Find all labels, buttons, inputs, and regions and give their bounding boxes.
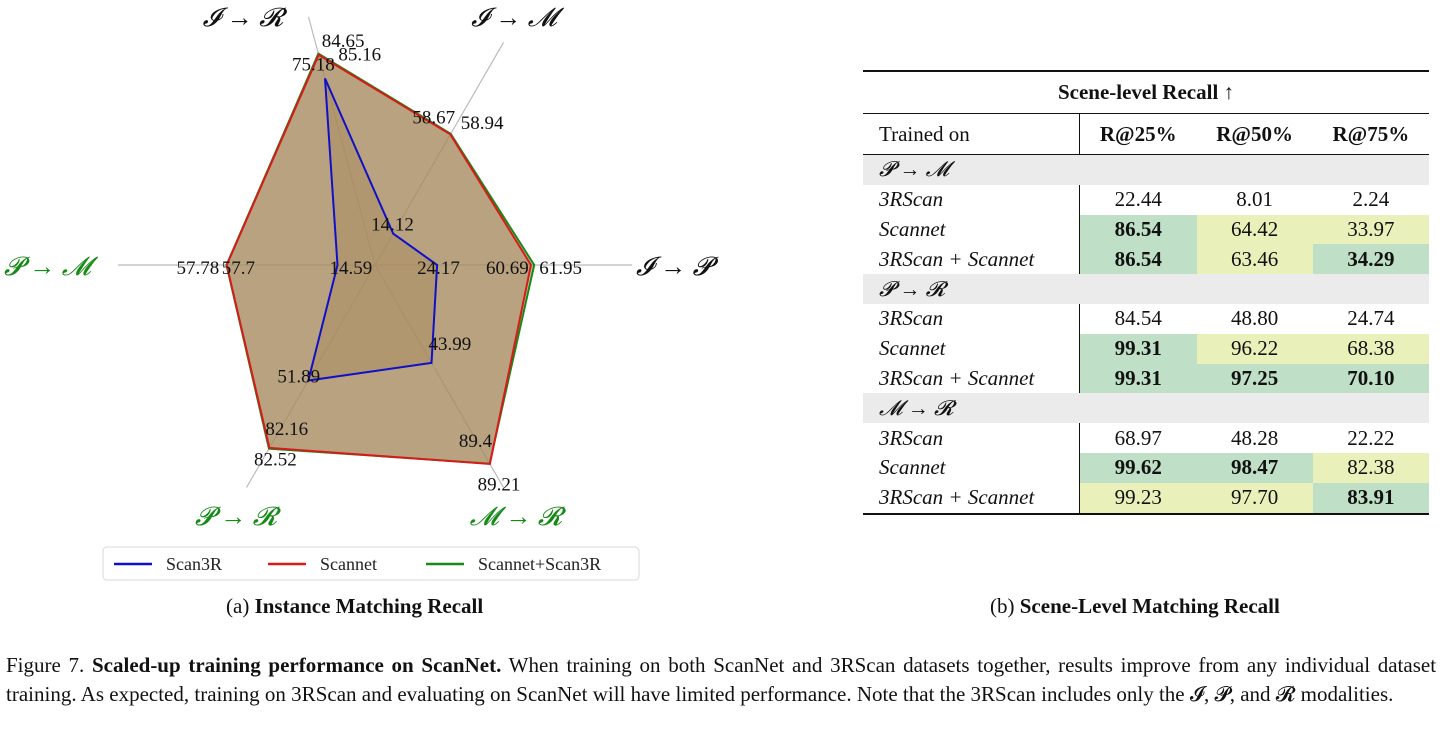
table-cell: 99.23	[1080, 483, 1197, 514]
table-cell: 24.74	[1347, 306, 1395, 331]
radar-value-label: 14.59	[329, 258, 373, 279]
table-row	[863, 185, 1429, 215]
table-cell: 83.91	[1313, 483, 1429, 514]
row-label: 3RScan + Scannet	[863, 244, 1080, 274]
radar-chart	[0, 0, 740, 600]
column-header: R@50%	[1197, 114, 1313, 155]
subcaption-a: (a) Instance Matching Recall	[226, 594, 484, 618]
table-row	[863, 215, 1429, 245]
radar-value-label: 14.12	[371, 214, 414, 236]
subcaption-b: (b) Scene-Level Matching Recall	[990, 594, 1280, 618]
radar-value-label: 58.94	[460, 112, 504, 134]
radar-axis-title: 𝓟 → 𝓜	[4, 252, 91, 281]
table-cell: 84.54	[1114, 306, 1162, 331]
table-cell: 70.10	[1313, 364, 1429, 394]
table-row	[863, 423, 1429, 453]
radar-axis-title: 𝓟 → 𝓡	[194, 502, 278, 531]
row-label: 3RScan + Scannet	[863, 483, 1080, 514]
radar-value-label: 89.4	[458, 430, 493, 452]
radar-value-label: 84.65	[321, 30, 365, 52]
table-cell: 22.44	[1114, 187, 1162, 212]
row-label: Scannet	[863, 453, 1080, 483]
table-row	[863, 334, 1429, 364]
row-label: Scannet	[863, 215, 1080, 245]
radar-value-label: 57.7	[221, 258, 255, 279]
table-cell: 68.38	[1313, 334, 1429, 364]
table-cell: 68.97	[1114, 425, 1162, 450]
radar-axis-title: 𝓘 → 𝓜	[471, 3, 557, 32]
table-cell: 33.97	[1313, 215, 1429, 245]
row-label: 3RScan	[863, 185, 1080, 215]
table-cell: 22.22	[1347, 425, 1395, 450]
table-cell: 48.80	[1230, 306, 1279, 331]
radar-axis-title: 𝓜 → 𝓡	[469, 502, 563, 531]
group-header: 𝓟 → 𝓡	[863, 274, 1429, 304]
table-row	[863, 304, 1429, 334]
radar-value-label: 51.89	[277, 366, 321, 388]
row-label: Scannet	[863, 334, 1080, 364]
table-row	[863, 364, 1429, 394]
table-cell: 34.29	[1313, 244, 1429, 274]
table-cell: 99.62	[1080, 453, 1197, 483]
legend-label: Scan3R	[166, 554, 222, 574]
table-cell: 2.24	[1352, 187, 1390, 212]
table-cell: 99.31	[1080, 364, 1197, 394]
legend-label: Scannet+Scan3R	[478, 554, 602, 574]
table-cell: 97.25	[1197, 364, 1313, 394]
group-header: 𝓟 → 𝓜	[863, 155, 1429, 185]
column-header: R@75%	[1313, 114, 1429, 155]
table-cell: 8.01	[1236, 187, 1273, 212]
radar-value-label: 89.21	[477, 474, 521, 496]
radar-axis-title: 𝓘 → 𝓟	[636, 252, 712, 281]
group-header: 𝓜 → 𝓡	[863, 393, 1429, 423]
table-row	[863, 483, 1429, 514]
radar-value-label: 82.52	[253, 449, 297, 471]
radar-value-label: 43.99	[428, 333, 472, 355]
figure-title: Scaled-up training performance on ScanNet.	[91, 653, 502, 677]
legend-label: Scannet	[320, 554, 377, 574]
chart-legend	[103, 547, 639, 580]
table-row	[863, 244, 1429, 274]
table-cell: 64.42	[1197, 215, 1313, 245]
table-header: Scene-level Recall ↑	[863, 71, 1429, 114]
table-row	[863, 453, 1429, 483]
table-cell: 82.38	[1313, 453, 1429, 483]
radar-axis-title: 𝓘 → 𝓡	[202, 3, 284, 32]
table-cell: 63.46	[1197, 244, 1313, 274]
radar-value-label: 57.78	[176, 258, 220, 279]
table-cell: 96.22	[1197, 334, 1313, 364]
radar-value-label: 61.95	[539, 258, 582, 279]
row-label: 3RScan	[863, 304, 1080, 334]
table-cell: 97.70	[1197, 483, 1313, 514]
table-cell: 48.28	[1230, 425, 1279, 450]
radar-value-label: 60.69	[485, 258, 529, 279]
table-cell: 98.47	[1197, 453, 1313, 483]
radar-value-label: 85.16	[338, 44, 382, 66]
radar-value-label: 82.16	[265, 418, 309, 440]
table-cell: 99.31	[1080, 334, 1197, 364]
radar-value-label: 24.17	[417, 258, 460, 279]
scene-recall-table	[863, 70, 1429, 515]
table-cell: 86.54	[1080, 215, 1197, 245]
radar-value-label: 58.67	[412, 107, 456, 129]
row-label: 3RScan + Scannet	[863, 364, 1080, 394]
column-header: R@25%	[1080, 114, 1197, 155]
figure-label: Figure 7.	[6, 653, 85, 677]
row-label: 3RScan	[863, 423, 1080, 453]
table-cell: 86.54	[1080, 244, 1197, 274]
figure-caption	[6, 651, 1436, 709]
trained-on-header: Trained on	[863, 114, 1080, 155]
radar-value-label: 75.18	[291, 54, 335, 76]
figure-text: When training on both ScanNet and 3RScan datasets together, results improve from any individual dataset training. As expected, training on 3RScan and evaluating on ScanNet will have limited performance. Note that the 3RScan includes only the 𝓘, 𝓟, and 𝓡 modalities.	[6, 653, 1437, 706]
